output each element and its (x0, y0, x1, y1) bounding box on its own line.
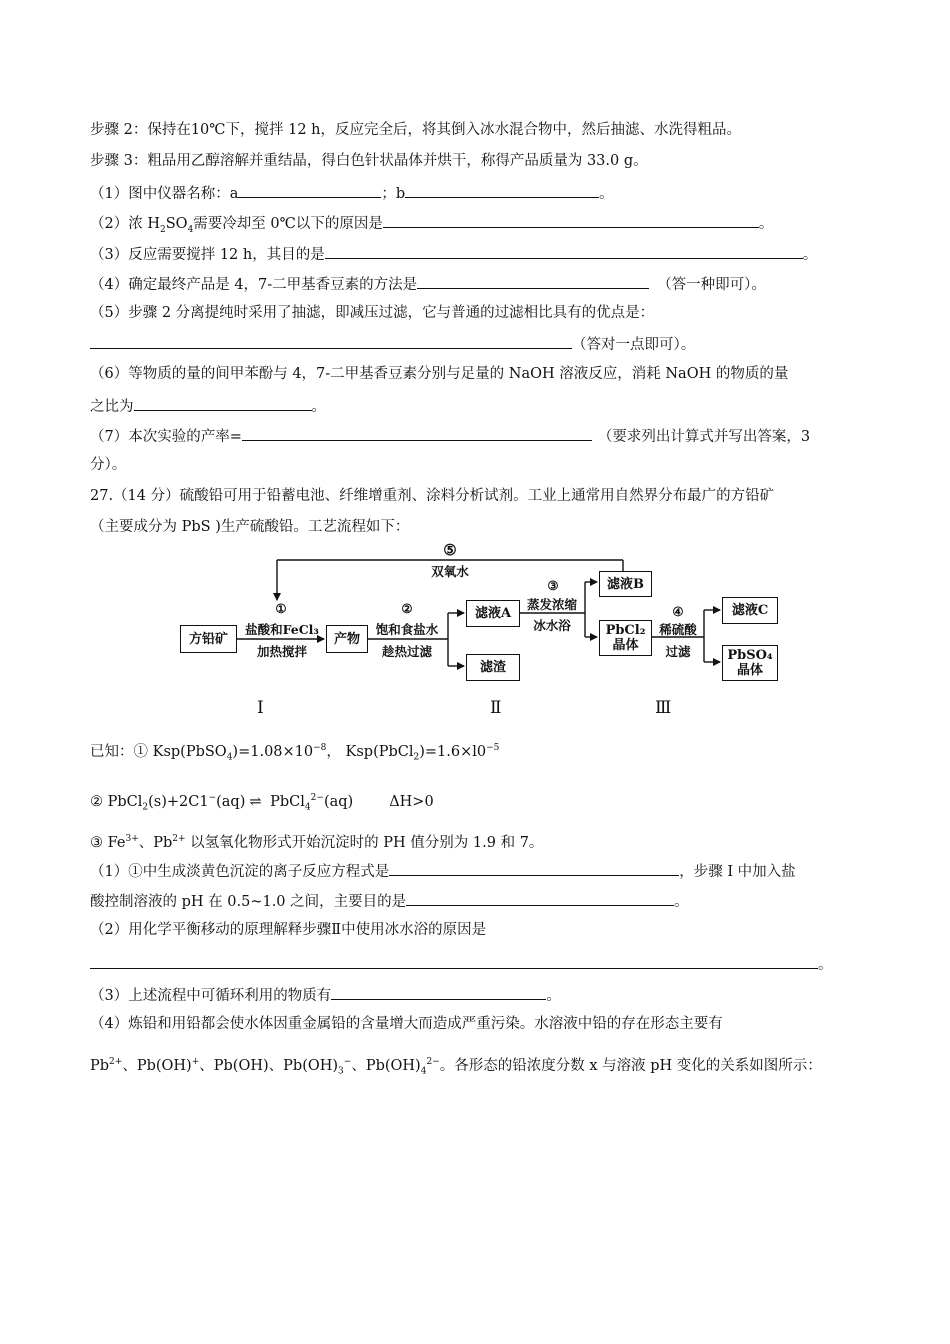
answer-blank-s1-equation[interactable] (389, 860, 679, 876)
step3-number: ③ (547, 578, 559, 593)
ksp-pbcl2-label: ， Ksp(PbCl (326, 743, 414, 760)
step1-condition: 加热搅拌 (256, 644, 307, 659)
step1-reagent: 盐酸和FeCl₃ (245, 622, 319, 637)
q6-end: 。 (311, 399, 326, 415)
known-2 (90, 788, 434, 818)
step5-number: ⑤ (443, 541, 457, 559)
exp-2: −5 (486, 743, 500, 753)
eq-pbcl2: ② PbCl (90, 793, 143, 810)
q2-prefix: （2）浓 (90, 216, 143, 232)
sub-2: 2 (413, 752, 420, 763)
s1-line2-end: 。 (674, 894, 689, 910)
eq-product-aq: (aq) (323, 793, 354, 810)
eq-cl-charge: − (208, 793, 217, 803)
answer-blank-s2[interactable] (90, 953, 818, 969)
eq-cl: (s)+2C1 (148, 793, 209, 810)
q2-formula-sub4: 4 (187, 224, 194, 235)
s4-line2-text: 。各形态的铅浓度分数 x 与溶液 pH 变化的关系如图所示： (439, 1057, 822, 1074)
species-pboh4-charge: 2− (426, 1057, 440, 1067)
exp-1: −8 (313, 743, 327, 753)
box-filtrate-a: 滤液A (466, 600, 520, 627)
step2-reagent: 饱和食盐水 (375, 622, 439, 637)
species-pboh4: 、Pb(OH) (351, 1057, 421, 1074)
q6-text: 之比为 (90, 399, 134, 415)
sub-question-4: （4）炼铅和用铅都会使水体因重金属铅的含量增大而造成严重污染。水溶液中铅的存在形态主要有 (90, 1016, 723, 1032)
step3-operation: 蒸发浓缩 (526, 597, 577, 612)
eq-aq: (aq) (216, 793, 246, 810)
q2-end: 。 (758, 216, 774, 232)
species-pboh4-sub: 4 (420, 1066, 427, 1077)
known-1 (90, 738, 499, 768)
q5-end: （答对一点即可）。 (572, 337, 696, 353)
box-pbso4-crystal: PbSO₄ 晶体 (722, 645, 778, 681)
question-5-line1: （5）步骤 2 分离提纯时采用了抽滤，即减压过滤，它与普通的过滤相比具有的优点是： (90, 305, 655, 321)
known-3 (90, 829, 543, 853)
eq-sub-2: 2 (142, 802, 149, 813)
known-3-text: 以氢氧化物形式开始沉淀时的 PH 值分别为 1.9 和 7。 (185, 834, 544, 851)
sub-question-4-line2 (90, 1052, 822, 1082)
species-pboh3: 、Pb(OH)、Pb(OH) (199, 1057, 339, 1074)
q4-end: （答一种即可）。 (657, 277, 766, 293)
sub-question-2-line2 (90, 953, 833, 975)
q7-end: （要求列出计算式并写出答案，3 (597, 429, 811, 445)
step2-number: ② (401, 601, 413, 616)
box-galena: 方铅矿 (180, 625, 237, 653)
q1-end: 。 (599, 186, 614, 202)
step3-text: 步骤 3：粗品用乙醇溶解并重结晶，得白色针状晶体并烘干，称得产品质量为 33.0 g。 (90, 153, 648, 169)
q3-end: 。 (802, 247, 818, 263)
species-pboh: 、Pb(OH) (122, 1057, 192, 1074)
q2-text: 需要冷却至 0℃以下的原因是 (193, 216, 383, 232)
answer-blank-s1-purpose[interactable] (406, 890, 674, 906)
enthalpy: ΔH>0 (389, 793, 434, 810)
eq-sub-4: 4 (304, 802, 311, 813)
step4-number: ④ (672, 604, 684, 619)
s2-end: 。 (818, 957, 833, 973)
stage-1-label: Ⅰ (257, 698, 264, 718)
box-residue: 滤渣 (466, 654, 520, 681)
s3-end: 。 (546, 988, 561, 1004)
step4-condition: 过滤 (665, 644, 691, 659)
species-pboh-charge: + (191, 1057, 200, 1067)
s3-text: （3）上述流程中可循环利用的物质有 (90, 988, 332, 1004)
species-pb-charge: 2+ (109, 1057, 123, 1067)
step1-number: ① (275, 601, 287, 616)
answer-blank-s3[interactable] (331, 984, 546, 1000)
equilibrium-arrow-icon: ⇌ (249, 793, 262, 810)
fe-ion: ③ Fe (90, 834, 126, 851)
s1-text: （1）①中生成淡黄色沉淀的离子反应方程式是 (90, 864, 390, 880)
q7-text: （7）本次实验的产率= (90, 429, 242, 445)
problem-27-line1: 27.（14 分）硫酸铅可用于铅蓄电池、纤维增重剂、涂料分析试剂。工业上通常用自然界分布最广的方铅矿 (90, 488, 775, 504)
species-pboh3-charge: − (343, 1057, 352, 1067)
q2-formula-so: SO (165, 216, 188, 232)
step2-text: 步骤 2：保持在10℃下，搅拌 12 h，反应完全后，将其倒入冰水混合物中，然后抽滤、水洗得粗品。 (90, 122, 742, 138)
stage-2-label: Ⅱ (490, 698, 502, 718)
problem-27-line2: （主要成分为 PbS )生产硫酸铅。工艺流程如下： (90, 519, 410, 535)
step5-reagent: 双氧水 (431, 564, 469, 579)
ksp-pbcl2-value: )=1.6×l0 (419, 743, 487, 760)
sub-4: 4 (226, 752, 233, 763)
stage-3-label: Ⅲ (655, 698, 672, 718)
ksp-pbso4-label: 已知：① Ksp(PbSO (90, 743, 227, 760)
step3-condition: 冰水浴 (533, 618, 571, 633)
eq-product: PbCl (265, 793, 305, 810)
q4-text: （4）确定最终产品是 4，7-二甲基香豆素的方法是 (90, 277, 418, 293)
species-pboh3-sub: 3 (338, 1066, 344, 1077)
question-6-line1: （6）等物质的量的间甲苯酚与 4，7-二甲基香豆素分别与足量的 NaOH 溶液反应，消耗 NaOH 的物质的量 (90, 366, 789, 382)
pb-charge: 2+ (172, 834, 186, 844)
pb-ion: 、Pb (138, 834, 173, 851)
sub-question-1 (90, 860, 796, 882)
q2-formula-sub2: 2 (160, 224, 166, 235)
q1-prefix: （1）图中仪器名称：a (90, 186, 239, 202)
ksp-pbso4-value: )=1.08×10 (232, 743, 314, 760)
q1-mid: ；b (381, 186, 406, 202)
step2-condition: 趁热过滤 (381, 644, 432, 659)
box-product: 产物 (326, 625, 368, 653)
fe-charge: 3+ (125, 834, 139, 844)
sub-question-3 (90, 984, 561, 1006)
box-pbcl2-crystal: PbCl₂ 晶体 (599, 620, 652, 656)
s1-line2-text: 酸控制溶液的 pH 在 0.5~1.0 之间，主要目的是 (90, 894, 407, 910)
s1-post: ，步骤 I 中加入盐 (679, 864, 796, 880)
eq-product-charge: 2− (310, 793, 324, 803)
q2-formula-h: H (147, 216, 160, 232)
box-filtrate-c: 滤液C (722, 597, 778, 624)
box-filtrate-b: 滤液B (599, 571, 652, 597)
species-pb: Pb (90, 1057, 110, 1074)
question-7-line2: 分）。 (90, 457, 127, 473)
sub-question-1-line2 (90, 890, 689, 912)
sub-question-2: （2）用化学平衡移动的原理解释步骤Ⅱ中使用冰水浴的原因是 (90, 922, 487, 938)
q3-text: （3）反应需要搅拌 12 h，其目的是 (90, 247, 325, 263)
step4-reagent: 稀硫酸 (659, 622, 697, 637)
